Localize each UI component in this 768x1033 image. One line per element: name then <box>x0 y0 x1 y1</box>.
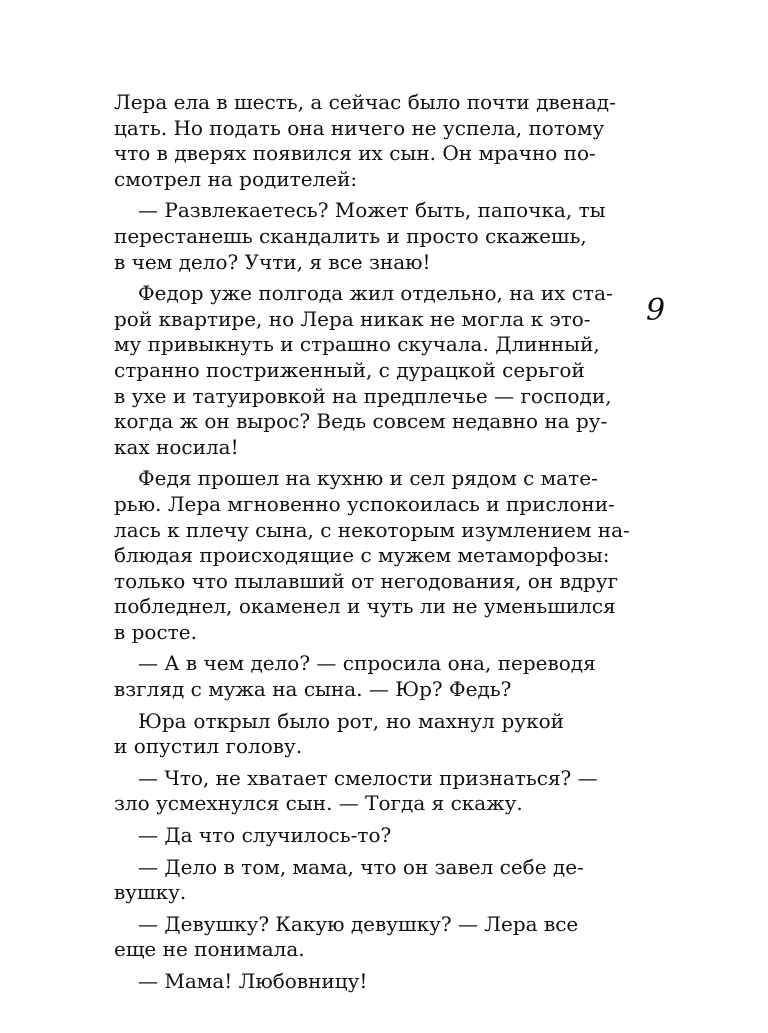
text-line: Федя прошел на кухню и сел рядом с мате- <box>138 466 598 491</box>
text-line: странно постриженный, с дурацкой серьгой <box>114 357 585 382</box>
text-line: му привыкнуть и страшно скучала. Длинный, <box>114 332 600 357</box>
text-line: лась к плечу сына, с некоторым изумлением на- <box>114 517 630 542</box>
text-line: цать. Но подать она ничего не успела, потому <box>114 115 605 140</box>
text-line: рой квартире, но Лера никак не могла к это- <box>114 306 591 331</box>
text-line: — Что, не хватает смелости признаться? — <box>138 765 598 790</box>
text-line: блюдая происходящие с мужем метаморфозы: <box>114 543 610 568</box>
text-line: — Мама! Любовницу! <box>138 969 368 993</box>
text-line: еще не понимала. <box>114 937 305 962</box>
book-page-text <box>114 90 630 995</box>
text-line: — А в чем дело? — спросила она, переводя <box>138 651 596 676</box>
text-line: и опустил голову. <box>114 734 303 759</box>
page-number: 9 <box>646 293 666 328</box>
text-line: смотрел на родителей: <box>114 166 358 191</box>
text-line: — Девушку? Какую девушку? — Лера все <box>138 911 579 936</box>
text-line: ках носила! <box>114 434 239 459</box>
text-line: — Развлекаетесь? Может быть, папочка, ты <box>138 198 606 223</box>
text-line: взгляд с мужа на сына. — Юр? Федь? <box>114 677 512 702</box>
text-line: зло усмехнулся сын. — Тогда я скажу. <box>114 791 523 816</box>
text-line: — Да что случилось-то? <box>138 823 392 848</box>
text-line: вушку. <box>114 880 187 905</box>
text-line: Юра открыл было рот, но махнул рукой <box>138 708 564 733</box>
text-line: — Дело в том, мама, что он завел себе де- <box>138 854 584 879</box>
text-line: в ухе и татуировкой на предплечье — господи, <box>114 383 612 408</box>
text-line: побледнел, окаменел и чуть ли не уменьшился <box>114 594 616 619</box>
text-line: в чем дело? Учти, я все знаю! <box>114 249 431 274</box>
text-line: Лера ела в шесть, а сейчас было почти двенад- <box>114 90 616 114</box>
text-line: Федор уже полгода жил отдельно, на их ста- <box>138 281 613 306</box>
text-line: только что пылавший от негодования, он вдруг <box>114 568 619 593</box>
text-line: рью. Лера мгновенно успокоилась и прислони- <box>114 491 615 516</box>
text-line: когда ж он вырос? Ведь совсем недавно на ру- <box>114 409 608 434</box>
text-line: перестанешь скандалить и просто скажешь, <box>114 223 587 248</box>
text-line: что в дверях появился их сын. Он мрачно по- <box>114 141 596 166</box>
text-line: в росте. <box>114 619 197 644</box>
